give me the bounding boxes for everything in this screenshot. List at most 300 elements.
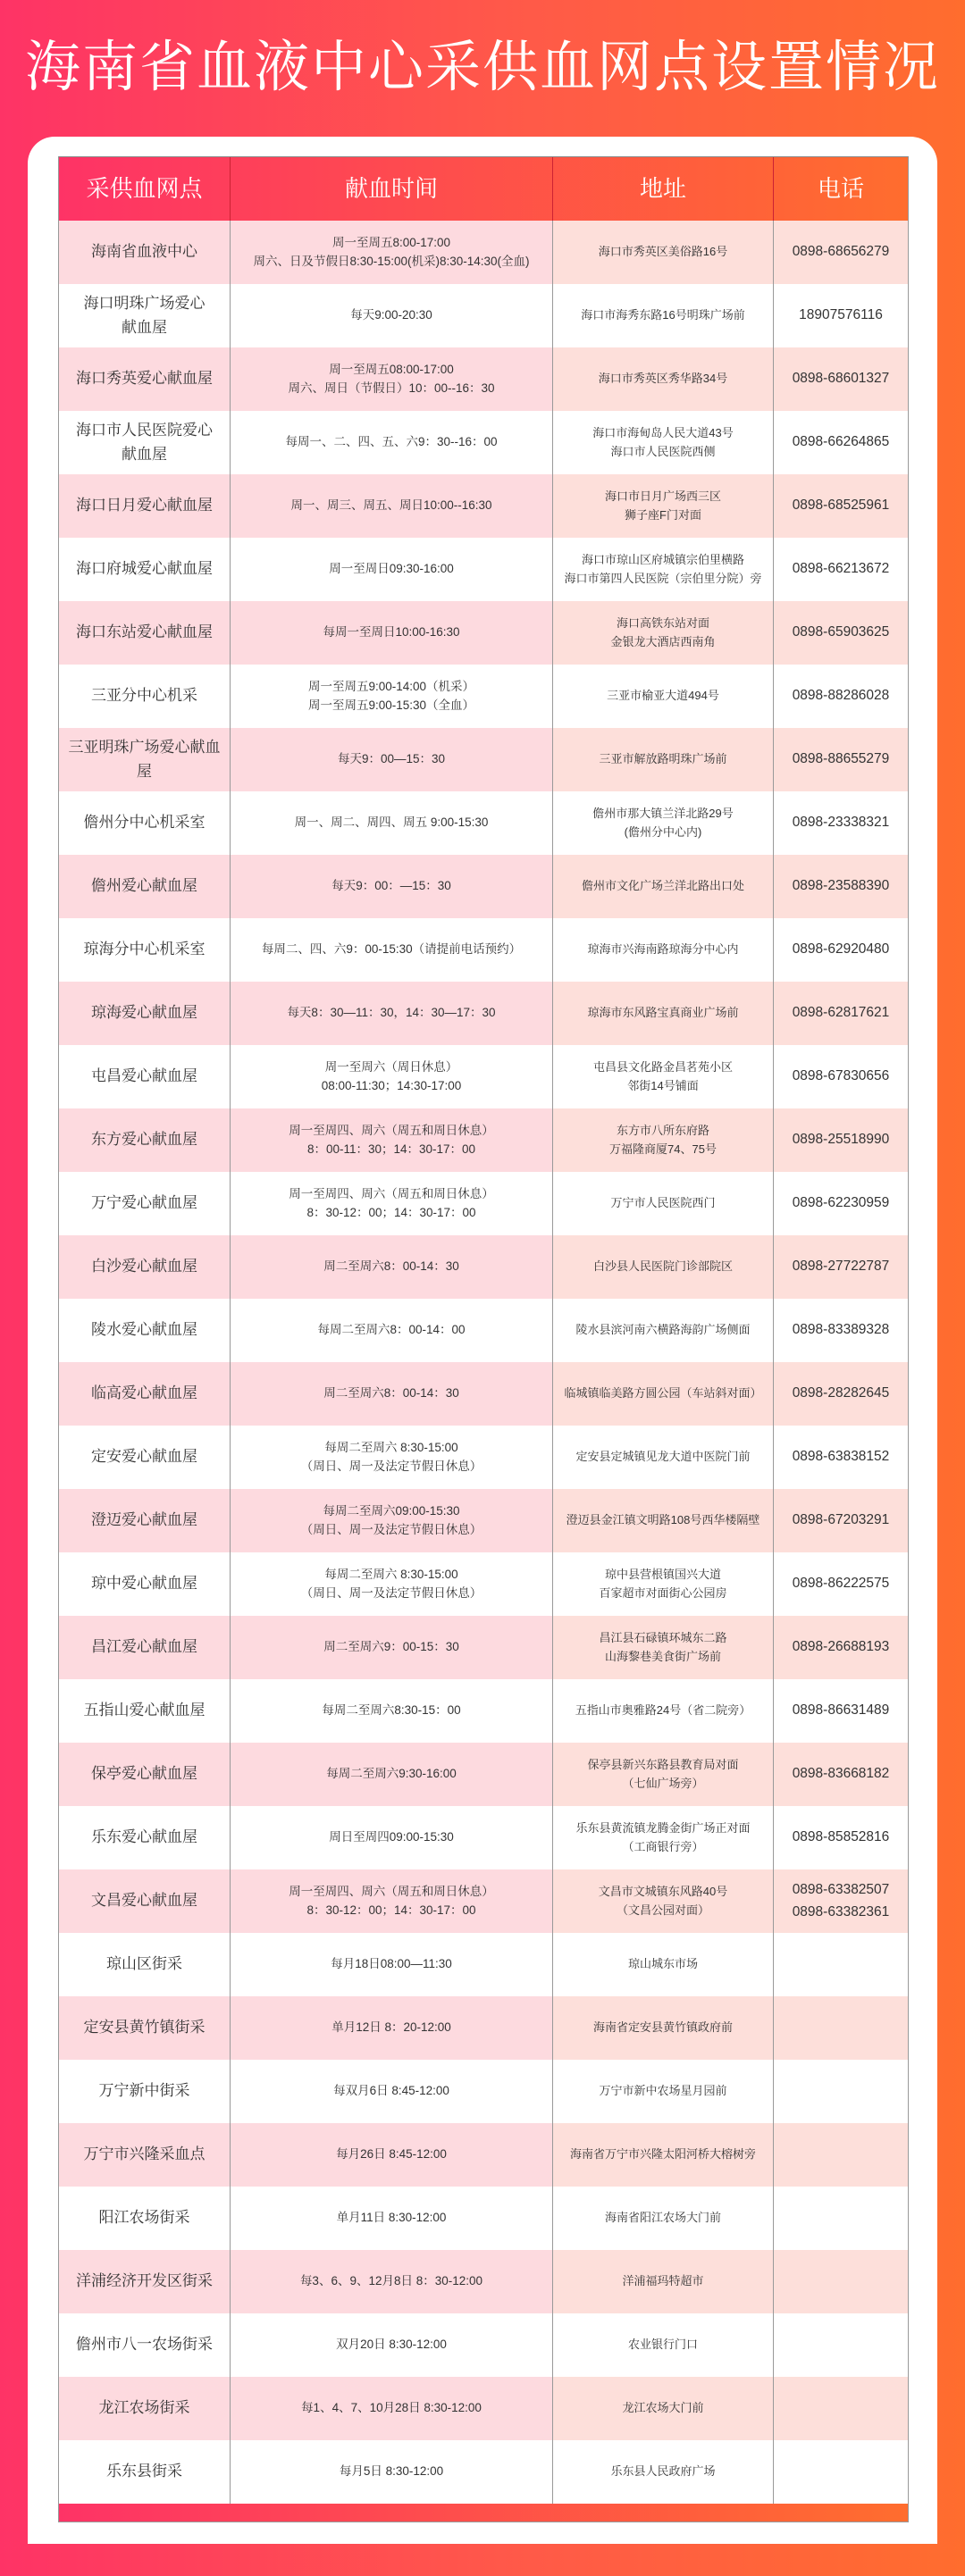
phone-cell — [774, 1806, 908, 1869]
phone-line: 0898-65903625 — [792, 624, 890, 640]
address-cell — [553, 1362, 774, 1426]
station-name-cell — [59, 1552, 231, 1616]
donation-time-line: 每双月6日 8:45-12:00 — [333, 2084, 449, 2098]
address-cell — [553, 1489, 774, 1552]
station-name-line: 琼中爱心献血屋 — [91, 1575, 197, 1593]
donation-time-line: 每月26日 8:45-12:00 — [336, 2147, 447, 2162]
donation-time-cell — [231, 1552, 553, 1616]
phone-cell — [774, 347, 908, 411]
station-name-line: 儋州分中心机采室 — [83, 814, 206, 832]
address-line: （七仙广场旁） — [622, 1776, 704, 1790]
donation-time-line: 周日至周四09:00-15:30 — [329, 1830, 454, 1844]
address-line: 金银龙大酒店西南角 — [610, 634, 716, 648]
station-name-line: 儋州市八一农场街采 — [76, 2336, 213, 2354]
donation-time-line: 每周二、四、六9：00-15:30（请提前电话预约） — [261, 942, 522, 957]
station-name-line: 海口府城爱心献血屋 — [76, 560, 213, 578]
station-name-line: 海南省血液中心 — [91, 243, 197, 261]
address-cell — [553, 1108, 774, 1172]
address-line: 三亚市解放路明珠广场前 — [599, 752, 727, 766]
station-name-cell — [59, 1235, 231, 1299]
table-row — [59, 474, 908, 538]
phone-cell — [774, 1933, 908, 1996]
phone-line: 0898-66213672 — [792, 561, 890, 577]
station-name-line: 琼海爱心献血屋 — [91, 1004, 197, 1022]
station-name-cell — [59, 1679, 231, 1743]
address-line: 海口市海秀东路16号明珠广场前 — [581, 308, 745, 322]
address-line: 定安县定城镇见龙大道中医院门前 — [575, 1450, 751, 1464]
page-title: 海南省血液中心采供血网点设置情况 — [24, 37, 940, 98]
phone-cell — [774, 1235, 908, 1299]
donation-time-cell — [231, 2440, 553, 2504]
donation-time-cell — [231, 601, 553, 665]
phone-cell — [774, 284, 908, 347]
station-name-line: 三亚明珠广场爱心献血屋 — [68, 739, 221, 780]
station-name-cell — [59, 2377, 231, 2440]
address-cell — [553, 601, 774, 665]
address-line: 狮子座F门对面 — [625, 507, 701, 522]
address-line: 昌江县石碌镇环城东二路 — [599, 1631, 727, 1645]
address-line: 洋浦福玛特超市 — [622, 2274, 704, 2288]
station-name-line: 三亚分中心机采 — [91, 687, 197, 705]
table-row — [59, 1172, 908, 1235]
donation-time-cell — [231, 284, 553, 347]
address-cell — [553, 1235, 774, 1299]
address-line: 山海黎巷美食街广场前 — [604, 1649, 721, 1663]
address-cell — [553, 1933, 774, 1996]
donation-time-line: 周二至周六8：00-14：30 — [323, 1259, 459, 1274]
address-line: (儋州分中心内) — [624, 824, 702, 839]
phone-cell — [774, 2060, 908, 2123]
address-line: 琼中县营根镇国兴大道 — [604, 1568, 721, 1582]
phone-line: 0898-88286028 — [792, 688, 890, 704]
donation-time-line: 周二至周六8：00-14：30 — [323, 1386, 459, 1401]
station-name-line: 澄迈爱心献血屋 — [91, 1511, 197, 1529]
phone-line: 0898-68656279 — [792, 244, 890, 260]
donation-time-cell — [231, 728, 553, 791]
phone-cell — [774, 1616, 908, 1679]
donation-time-line: 周一至周五08:00-17:00 — [329, 362, 454, 376]
donation-time-cell — [231, 474, 553, 538]
donation-time-line: 每周二至周六9:30-16:00 — [326, 1767, 457, 1781]
table-row — [59, 2060, 908, 2123]
donation-time-line: 8：30-12：00；14：30-17：00 — [306, 1205, 476, 1219]
phone-cell — [774, 2250, 908, 2313]
station-name-cell — [59, 1743, 231, 1806]
address-line: 海口高铁东站对面 — [616, 616, 709, 631]
donation-time-cell — [231, 1235, 553, 1299]
phone-line: 0898-63382507 — [792, 1882, 890, 1898]
table-row — [59, 2377, 908, 2440]
station-name-cell — [59, 2123, 231, 2187]
station-name-line: 屯昌爱心献血屋 — [91, 1067, 197, 1085]
phone-cell — [774, 1489, 908, 1552]
donation-time-line: 8：00-11：30；14：30-17：00 — [306, 1142, 476, 1156]
donation-time-cell — [231, 1806, 553, 1869]
phone-cell — [774, 982, 908, 1045]
address-line: 海口市海甸岛人民大道43号 — [592, 426, 734, 440]
address-cell — [553, 1552, 774, 1616]
table-body — [59, 221, 908, 2504]
donation-time-line: 周一至周四、周六（周五和周日休息） — [289, 1186, 494, 1200]
donation-time-line: 周一至周五9:00-14:00（机采） — [307, 679, 475, 693]
table-header — [59, 157, 908, 221]
station-name-line: 定安爱心献血屋 — [91, 1448, 197, 1466]
donation-time-line: 周一至周四、周六（周五和周日休息） — [289, 1123, 494, 1137]
station-name-cell — [59, 1172, 231, 1235]
donation-time-cell — [231, 2313, 553, 2377]
phone-cell — [774, 1552, 908, 1616]
address-line: 海口市人民医院西侧 — [610, 444, 716, 458]
table-row — [59, 1299, 908, 1362]
donation-time-cell — [231, 2123, 553, 2187]
table-row — [59, 411, 908, 474]
donation-time-cell — [231, 221, 553, 284]
donation-time-cell — [231, 2187, 553, 2250]
donation-time-cell — [231, 665, 553, 728]
phone-cell — [774, 601, 908, 665]
table-row — [59, 982, 908, 1045]
phone-line: 0898-62817621 — [792, 1005, 890, 1021]
station-name-line: 定安县黄竹镇街采 — [83, 2019, 206, 2037]
table-row — [59, 665, 908, 728]
address-line: 百家超市对面街心公园房 — [599, 1585, 727, 1600]
address-line: 海口市第四人民医院（宗伯里分院）旁 — [564, 571, 762, 585]
phone-cell — [774, 918, 908, 982]
address-cell — [553, 1996, 774, 2060]
station-name-cell — [59, 347, 231, 411]
station-name-cell — [59, 665, 231, 728]
station-name-cell — [59, 1426, 231, 1489]
address-cell — [553, 538, 774, 601]
donation-time-line: 每月5日 8:30-12:00 — [339, 2464, 444, 2479]
table-row — [59, 538, 908, 601]
table-row — [59, 1679, 908, 1743]
address-cell — [553, 2377, 774, 2440]
station-name-cell — [59, 728, 231, 791]
address-line: 五指山市奥雅路24号（省二院旁） — [575, 1703, 751, 1718]
phone-cell — [774, 1996, 908, 2060]
phone-cell — [774, 1869, 908, 1933]
address-cell — [553, 1045, 774, 1108]
station-name-cell — [59, 474, 231, 538]
address-line: 农业银行门口 — [627, 2338, 698, 2352]
station-name-line: 临高爱心献血屋 — [91, 1384, 197, 1402]
table-row — [59, 1552, 908, 1616]
address-cell — [553, 918, 774, 982]
phone-cell — [774, 1362, 908, 1426]
donation-time-line: 周一至周五9:00-15:30（全血） — [307, 698, 475, 712]
address-line: 三亚市榆亚大道494号 — [607, 689, 719, 703]
donation-time-line: 每天9：00—15：30 — [337, 752, 446, 766]
donation-time-cell — [231, 1362, 553, 1426]
station-name-cell — [59, 1299, 231, 1362]
header-address: 地址 — [553, 157, 774, 221]
station-name-cell — [59, 221, 231, 284]
station-name-line: 东方爱心献血屋 — [91, 1131, 197, 1149]
phone-line: 0898-23338321 — [792, 815, 890, 831]
address-line: 乐东县黄流镇龙腾金街广场正对面 — [575, 1821, 751, 1836]
address-cell — [553, 2123, 774, 2187]
table-row — [59, 1045, 908, 1108]
donation-time-line: 周一至周六（周日休息） — [324, 1059, 458, 1074]
station-name-cell — [59, 791, 231, 855]
address-line: 龙江农场大门前 — [622, 2401, 704, 2415]
donation-time-cell — [231, 1616, 553, 1679]
station-name-line: 海口日月爱心献血屋 — [76, 497, 213, 514]
table-row — [59, 728, 908, 791]
table-row — [59, 1996, 908, 2060]
station-name-cell — [59, 1108, 231, 1172]
phone-cell — [774, 2123, 908, 2187]
phone-line: 0898-63838152 — [792, 1449, 890, 1465]
table-row — [59, 2250, 908, 2313]
station-name-line: 乐东爱心献血屋 — [91, 1828, 197, 1846]
address-line: 保亭县新兴东路县教育局对面 — [587, 1758, 739, 1772]
table-row — [59, 1426, 908, 1489]
address-line: 万宁市人民医院西门 — [610, 1196, 716, 1210]
table-row — [59, 347, 908, 411]
address-line: 琼山城东市场 — [627, 1957, 698, 1971]
phone-line: 0898-28282645 — [792, 1385, 890, 1401]
phone-line: 0898-25518990 — [792, 1132, 890, 1148]
phone-cell — [774, 1679, 908, 1743]
station-name-cell — [59, 918, 231, 982]
station-name-cell — [59, 2313, 231, 2377]
table-row — [59, 791, 908, 855]
station-name-line: 乐东县街采 — [106, 2463, 182, 2480]
donation-time-cell — [231, 538, 553, 601]
donation-time-line: 周一至周日09:30-16:00 — [329, 562, 454, 576]
table-row — [59, 1933, 908, 1996]
station-name-cell — [59, 982, 231, 1045]
donation-time-line: 单月12日 8：20-12:00 — [331, 2020, 451, 2035]
donation-time-cell — [231, 982, 553, 1045]
address-cell — [553, 665, 774, 728]
phone-cell — [774, 538, 908, 601]
donation-time-line: 8：30-12：00；14：30-17：00 — [306, 1903, 476, 1917]
phone-line: 18907576116 — [799, 307, 883, 323]
station-name-line: 献血屋 — [122, 445, 167, 463]
station-name-cell — [59, 2440, 231, 2504]
address-cell — [553, 1299, 774, 1362]
phone-cell — [774, 2313, 908, 2377]
donation-time-cell — [231, 2060, 553, 2123]
phone-line: 0898-83668182 — [792, 1766, 890, 1782]
address-cell — [553, 2060, 774, 2123]
phone-line: 0898-68601327 — [792, 371, 890, 387]
donation-time-line: 每周二至周六8：00-14：00 — [317, 1323, 466, 1337]
station-name-cell — [59, 1616, 231, 1679]
address-cell — [553, 2187, 774, 2250]
donation-time-line: 周二至周六9：00-15：30 — [323, 1640, 459, 1654]
station-name-line: 海口东站爱心献血屋 — [76, 623, 213, 641]
header-station: 采供血网点 — [59, 157, 231, 221]
address-line: 屯昌县文化路金昌茗苑小区 — [592, 1060, 733, 1075]
address-line: 乐东县人民政府广场 — [610, 2464, 716, 2479]
phone-line: 0898-68525961 — [792, 498, 890, 514]
donation-time-cell — [231, 1679, 553, 1743]
station-name-line: 五指山爱心献血屋 — [83, 1702, 206, 1719]
address-cell — [553, 1743, 774, 1806]
table-row — [59, 2123, 908, 2187]
station-name-cell — [59, 2250, 231, 2313]
address-cell — [553, 1869, 774, 1933]
address-line: 白沙县人民医院门诊部院区 — [592, 1259, 733, 1274]
donation-time-line: 周六、日及节假日8:30-15:00(机采)8:30-14:30(全血) — [253, 254, 530, 268]
address-cell — [553, 1806, 774, 1869]
address-line: 儋州市文化广场兰洋北路出口处 — [581, 879, 744, 893]
station-name-cell — [59, 1045, 231, 1108]
address-line: （文昌公园对面） — [616, 1903, 709, 1917]
phone-line: 0898-67203291 — [792, 1512, 890, 1528]
donation-time-line: （周日、周一及法定节假日休息） — [300, 1522, 482, 1536]
address-cell — [553, 284, 774, 347]
donation-time-cell — [231, 791, 553, 855]
table-row — [59, 1108, 908, 1172]
address-cell — [553, 347, 774, 411]
donation-time-line: （周日、周一及法定节假日休息） — [300, 1459, 482, 1473]
station-name-line: 琼海分中心机采室 — [83, 941, 206, 958]
donation-time-line: 每周二至周六 8:30-15:00 — [324, 1440, 458, 1454]
phone-cell — [774, 665, 908, 728]
address-cell — [553, 474, 774, 538]
address-cell — [553, 855, 774, 918]
phone-cell — [774, 1426, 908, 1489]
station-name-line: 陵水爱心献血屋 — [91, 1321, 197, 1339]
address-line: 海口市琼山区府城镇宗伯里横路 — [581, 553, 744, 567]
table-row — [59, 855, 908, 918]
donation-time-line: 每1、4、7、10月28日 8:30-12:00 — [301, 2401, 482, 2415]
station-name-cell — [59, 538, 231, 601]
station-name-line: 海口明珠广场爱心 — [83, 295, 206, 313]
address-line: 儋州市那大镇兰洋北路29号 — [592, 807, 734, 821]
phone-line: 0898-27722787 — [792, 1259, 890, 1275]
table-row — [59, 2187, 908, 2250]
donation-time-line: （周日、周一及法定节假日休息） — [300, 1585, 482, 1600]
station-name-line: 海口秀英爱心献血屋 — [76, 370, 213, 388]
phone-line: 0898-83389328 — [792, 1322, 890, 1338]
donation-time-cell — [231, 1996, 553, 2060]
table-row — [59, 601, 908, 665]
address-line: 万宁市新中农场星月园前 — [599, 2084, 727, 2098]
address-line: 海口市日月广场西三区 — [604, 489, 721, 504]
station-name-line: 昌江爱心献血屋 — [91, 1638, 197, 1656]
donation-time-line: 周六、周日（节假日）10：00--16：30 — [288, 381, 495, 395]
table-row — [59, 1616, 908, 1679]
station-name-cell — [59, 601, 231, 665]
station-name-line: 儋州爱心献血屋 — [91, 877, 197, 895]
address-line: 澄迈县金江镇文明路108号西华楼隔壁 — [566, 1513, 760, 1527]
station-name-cell — [59, 284, 231, 347]
address-cell — [553, 2313, 774, 2377]
table-row — [59, 1489, 908, 1552]
header-time: 献血时间 — [231, 157, 553, 221]
table-row — [59, 1743, 908, 1806]
address-line: 文昌市文城镇东风路40号 — [598, 1885, 728, 1899]
donation-time-line: 每3、6、9、12月8日 8：30-12:00 — [299, 2274, 483, 2288]
station-name-cell — [59, 2060, 231, 2123]
phone-line: 0898-26688193 — [792, 1639, 890, 1655]
address-cell — [553, 221, 774, 284]
table-row — [59, 221, 908, 284]
phone-line: 0898-66264865 — [792, 434, 890, 450]
address-cell — [553, 1679, 774, 1743]
donation-time-line: 周一、周二、周四、周五 9:00-15:30 — [294, 815, 489, 830]
donation-time-cell — [231, 1869, 553, 1933]
phone-cell — [774, 1045, 908, 1108]
address-line: 陵水县滨河南六横路海韵广场侧面 — [575, 1323, 751, 1337]
table-row — [59, 284, 908, 347]
address-line: 临城镇临美路方圆公园（车站斜对面） — [564, 1386, 762, 1401]
phone-cell — [774, 791, 908, 855]
phone-cell — [774, 411, 908, 474]
phone-line: 0898-67830656 — [792, 1068, 890, 1084]
station-name-cell — [59, 2187, 231, 2250]
address-line: 邻街14号铺面 — [627, 1078, 699, 1092]
address-cell — [553, 982, 774, 1045]
phone-cell — [774, 1299, 908, 1362]
table-row — [59, 2313, 908, 2377]
donation-time-line: 每周一至周日10:00-16:30 — [323, 625, 460, 640]
address-line: 海口市秀英区秀华路34号 — [598, 372, 728, 386]
station-name-line: 文昌爱心献血屋 — [91, 1892, 197, 1910]
address-line: 海口市秀英区美俗路16号 — [598, 245, 728, 259]
donation-time-line: 周一、周三、周五、周日10:00--16:30 — [290, 498, 492, 513]
address-line: 海南省万宁市兴隆太阳河桥大榕树旁 — [569, 2147, 756, 2162]
phone-line: 0898-62920480 — [792, 941, 890, 958]
address-line: 海南省阳江农场大门前 — [604, 2211, 721, 2225]
phone-line: 0898-63382361 — [792, 1903, 890, 1919]
phone-cell — [774, 2440, 908, 2504]
station-name-cell — [59, 411, 231, 474]
donation-time-line: 每天8：30—11：30，14：30—17：30 — [287, 1006, 496, 1020]
donation-time-cell — [231, 855, 553, 918]
phone-cell — [774, 2377, 908, 2440]
donation-time-cell — [231, 918, 553, 982]
donation-time-line: 每周二至周六09:00-15:30 — [323, 1503, 460, 1518]
donation-time-cell — [231, 1045, 553, 1108]
phone-cell — [774, 855, 908, 918]
address-line: 琼海市兴海南路琼海分中心内 — [587, 942, 739, 957]
table-row — [59, 1806, 908, 1869]
address-line: 海南省定安县黄竹镇政府前 — [592, 2020, 733, 2035]
donation-time-cell — [231, 411, 553, 474]
donation-time-cell — [231, 347, 553, 411]
donation-time-cell — [231, 1426, 553, 1489]
donation-time-cell — [231, 1172, 553, 1235]
station-name-line: 万宁爱心献血屋 — [91, 1194, 197, 1212]
phone-cell — [774, 2187, 908, 2250]
donation-time-cell — [231, 2377, 553, 2440]
phone-line: 0898-85852816 — [792, 1829, 890, 1845]
table-row — [59, 1869, 908, 1933]
station-name-line: 万宁市兴隆采血点 — [83, 2145, 206, 2163]
donation-time-cell — [231, 1299, 553, 1362]
station-name-cell — [59, 1996, 231, 2060]
table-footer-bar — [59, 2504, 908, 2522]
donation-time-line: 周一至周五8:00-17:00 — [331, 235, 451, 249]
station-name-line: 琼山区街采 — [106, 1955, 182, 1973]
phone-line: 0898-86631489 — [792, 1702, 890, 1719]
station-name-line: 万宁新中街采 — [98, 2082, 190, 2100]
phone-cell — [774, 1172, 908, 1235]
donation-time-cell — [231, 1743, 553, 1806]
station-name-cell — [59, 1362, 231, 1426]
address-line: 琼海市东风路宝真商业广场前 — [587, 1006, 739, 1020]
phone-line: 0898-62230959 — [792, 1195, 890, 1211]
address-cell — [553, 2440, 774, 2504]
header-phone: 电话 — [817, 175, 864, 203]
